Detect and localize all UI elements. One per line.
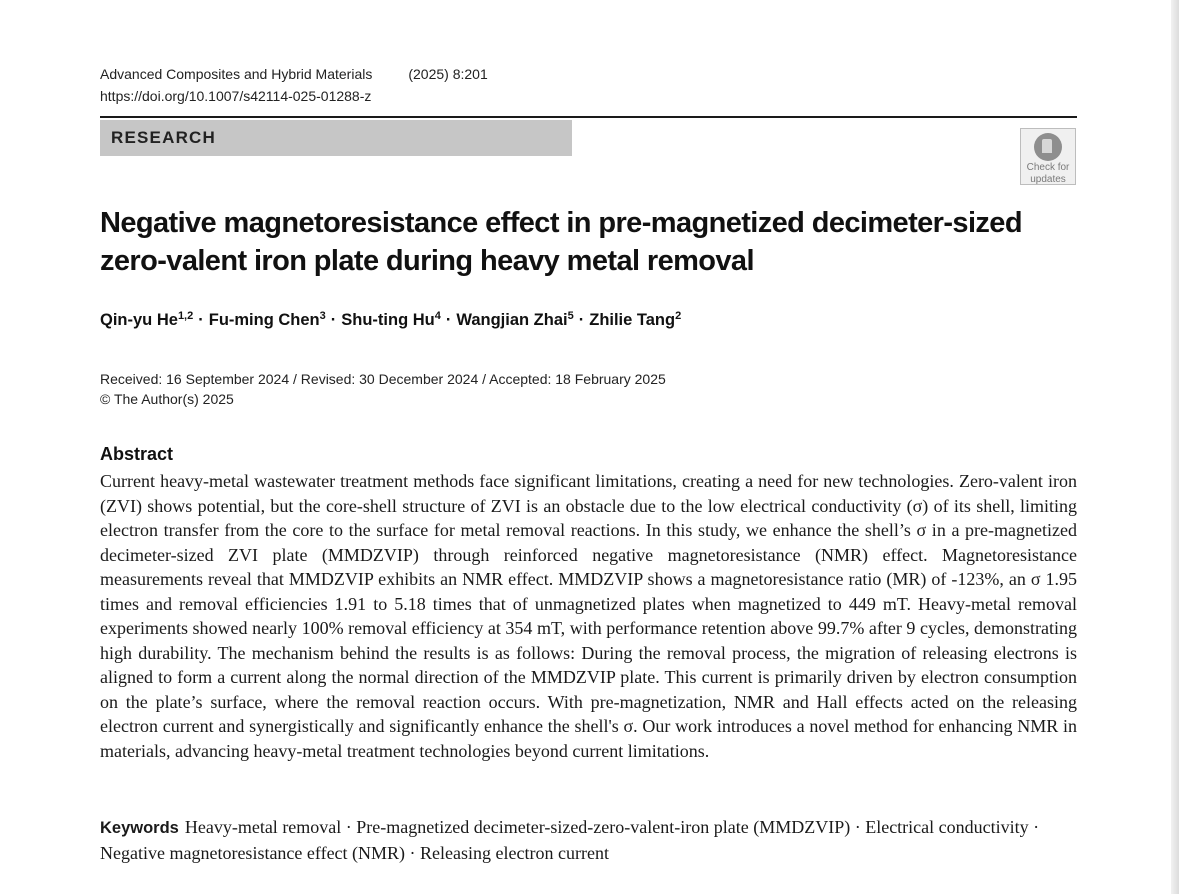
- date-history: Received: 16 September 2024 / Revised: 30 December 2024 / Accepted: 18 February 2025: [100, 371, 666, 387]
- author-separator: ·: [578, 311, 585, 329]
- section-label-bar: [100, 120, 572, 156]
- article-page: [100, 0, 1077, 894]
- author[interactable]: Zhilie Tang$^2$: [589, 310, 682, 329]
- author[interactable]: Qin-yu He$^{1,2}$: [100, 310, 194, 329]
- author-separator: ·: [445, 311, 452, 329]
- journal-citation: (2025) 8:201: [408, 66, 488, 82]
- author[interactable]: Fu-ming Chen$^3$: [208, 310, 326, 329]
- crossmark-label-line2: updates: [1030, 174, 1066, 185]
- author[interactable]: Shu-ting Hu$^4$: [341, 310, 441, 329]
- page-edge-shadow: [1171, 0, 1179, 894]
- journal-header: [100, 63, 488, 107]
- journal-name: Advanced Composites and Hybrid Materials: [100, 66, 373, 82]
- doi-link[interactable]: https://doi.org/10.1007/s42114-025-01288-z: [100, 88, 372, 104]
- journal-citation-row: [100, 63, 488, 85]
- abstract-heading: Abstract: [100, 444, 174, 464]
- article-dates: [100, 369, 666, 409]
- author-list: [100, 310, 681, 330]
- keywords-label: Keywords: [100, 819, 179, 837]
- abstract-text: Current heavy-metal wastewater treatment methods face significant limitations, creating a need for new technologies. Zero-valent iron (ZVI) shows potential, but the core-shell structure of ZVI is an obstacle due to the low electrical conductivity (σ) of its shell, limiting electron transfer from the core to the surface for metal removal reactions. In this study, we enhance the shell’s σ in a pre-magnetized decimeter-sized ZVI plate (MMDZVIP) through reinforced negative magnetoresistance (NMR) effect. Magnetoresistance measurements reveal that MMDZVIP exhibits an NMR effect. MMDZVIP shows a magnetoresistance ratio (MR) of -123%, an σ 1.95 times and removal efficiencies 1.91 to 5.18 times that of unmagnetized plates when magnetized to 449 mT. Heavy-metal removal experiments showed nearly 100% removal efficiency at 354 mT, with performance retention above 99.7% after 9 cycles, demonstrating high durability. The mechanism behind the results is as follows: During the removal process, the migration of releasing electrons is aligned to form a current along the normal direction of the MMDZVIP plate. This current is primarily driven by electron consumption on the plate’s surface, where the removal reaction occurs. With pre-magnetization, NMR and Hall effects acted on the releasing electron current and synergistically and significantly enhance the shell's σ. Our work introduces a novel method for enhancing NMR in materials, advancing heavy-metal treatment technologies beyond current limitations.: [100, 471, 1077, 761]
- author[interactable]: Wangjian Zhai$^5$: [456, 310, 574, 329]
- keywords-text: Heavy-metal removal · Pre-magnetized decimeter-sized-zero-valent-iron plate (MMDZVIP) · Electrical conductivity · Negative magnetoresistance effect (NMR) · Releasing electron current: [100, 817, 1040, 863]
- copyright-line: © The Author(s) 2025: [100, 391, 234, 407]
- crossmark-label-line1: Check for: [1026, 162, 1070, 173]
- author-separator: ·: [330, 311, 337, 329]
- section-label: RESEARCH: [111, 128, 217, 147]
- crossmark-icon: [1034, 133, 1062, 161]
- header-rule: [100, 116, 1077, 118]
- author-separator: ·: [198, 311, 204, 329]
- article-title: Negative magnetoresistance effect in pre-magnetized decimeter-sized zero-valent iron plate during heavy metal removal: [100, 207, 1022, 277]
- check-for-updates-button[interactable]: [1020, 128, 1076, 185]
- keywords-section: [100, 815, 1077, 866]
